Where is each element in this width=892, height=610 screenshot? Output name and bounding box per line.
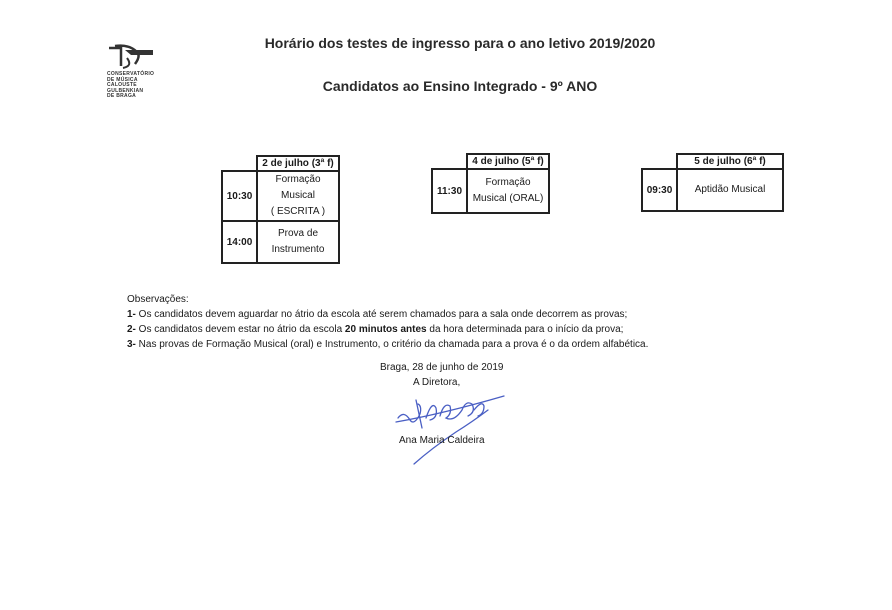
observation-text: Os candidatos devem aguardar no átrio da escola até serem chamados para a sala onde decorrem as provas; (135, 309, 628, 320)
slot-line: Instrumento (271, 244, 325, 255)
signatory-name: Ana Maria Caldeira (399, 435, 485, 446)
observation-number: 1- (127, 309, 136, 320)
observation-number: 2- (127, 324, 136, 335)
observations-heading: Observações: (127, 294, 189, 305)
day-header: 4 de julho (5ª f) (467, 154, 549, 169)
place-date: Braga, 28 de junho de 2019 (380, 362, 504, 373)
observation-text: Nas provas de Formação Musical (oral) e Instrumento, o critério da chamada para a prova é o da ordem alfabética. (135, 339, 649, 350)
signature-scribble (392, 388, 512, 468)
day-header: 5 de julho (6ª f) (677, 154, 783, 169)
handwritten-signature (392, 388, 512, 473)
slot-time: 10:30 (222, 171, 257, 221)
logo-line: CONSERVATÓRIO (107, 71, 155, 77)
slot-line: Formação (275, 174, 321, 185)
observation-item (127, 337, 767, 352)
document-subtitle: Candidatos ao Ensino Integrado - 9º ANO (322, 78, 598, 94)
observation-text: da hora determinada para o início da prova; (426, 324, 624, 335)
observation-number: 3- (127, 339, 136, 350)
observation-item (127, 307, 767, 322)
schedule-table-day1 (221, 155, 340, 264)
slot-line: Musical (281, 190, 315, 201)
slot-line: ( ESCRITA ) (270, 206, 326, 217)
slot-time: 09:30 (642, 169, 677, 211)
slot-description (257, 171, 339, 221)
schedule-table-day3 (641, 153, 784, 212)
document-title: Horário dos testes de ingresso para o ano letivo 2019/2020 (264, 35, 656, 51)
day-header: 2 de julho (3ª f) (257, 156, 339, 171)
slot-time: 14:00 (222, 221, 257, 263)
logo-line: DE MÚSICA (107, 76, 138, 83)
slot-line: Prova de (277, 228, 319, 239)
observation-item (127, 322, 767, 337)
observation-emphasis: 20 minutos antes (344, 324, 427, 335)
slot-line: Aptidão Musical (694, 184, 766, 195)
slot-line: Formação (485, 177, 531, 188)
slot-line: Musical (ORAL) (472, 193, 544, 204)
signatory-role: A Diretora, (413, 377, 461, 388)
logo-line: GULBENKIAN (107, 87, 144, 94)
logo-line: CALOUSTE (107, 82, 137, 88)
observation-text: Os candidatos devem estar no átrio da escola (135, 324, 345, 335)
observations (127, 292, 767, 352)
slot-time: 11:30 (432, 169, 467, 213)
slot-description (677, 169, 783, 211)
slot-description (467, 169, 549, 213)
slot-description (257, 221, 339, 263)
schedule-table-day2 (431, 153, 550, 214)
logo-line: DE BRAGA (107, 93, 137, 99)
